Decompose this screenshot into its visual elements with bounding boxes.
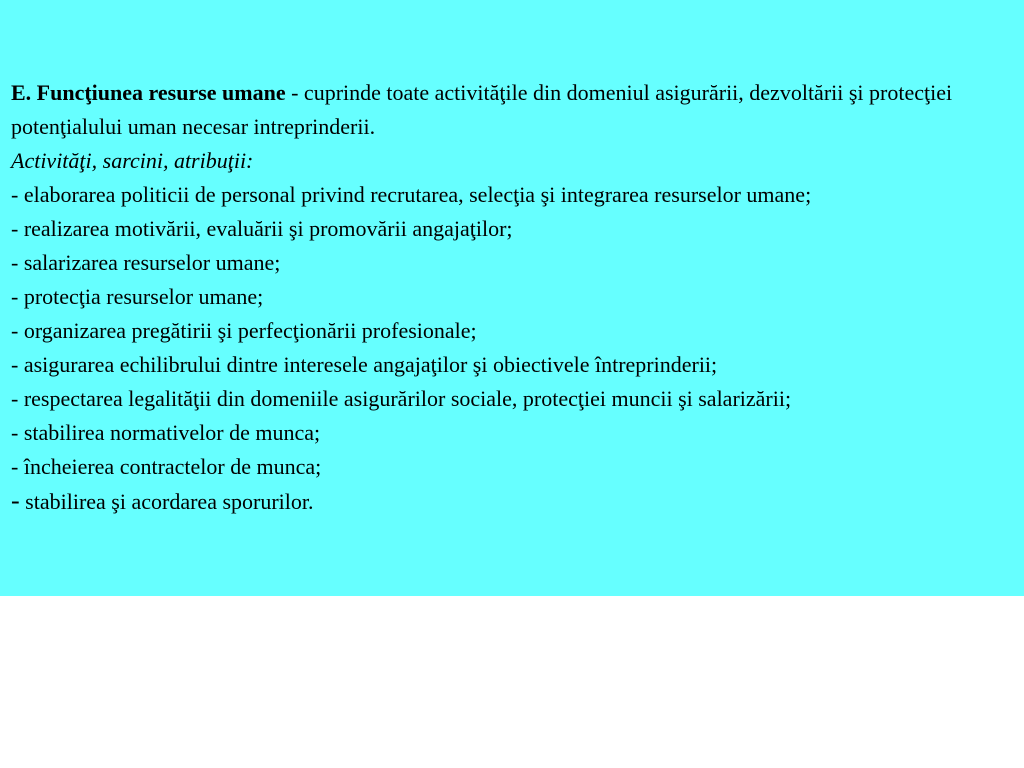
list-item-last xyxy=(11,484,1016,519)
list-item: - organizarea pregătirii şi perfecţionării profesionale; xyxy=(11,318,477,343)
activities-subtitle: Activităţi, sarcini, atribuţii: xyxy=(11,148,254,173)
list-item: - elaborarea politicii de personal privind recrutarea, selecţia şi integrarea resurselor umane; xyxy=(11,182,812,207)
list-item: - încheierea contractelor de munca; xyxy=(11,454,322,479)
intro-paragraph xyxy=(11,76,1016,144)
list-item: - stabilirea normativelor de munca; xyxy=(11,420,321,445)
section-title: E. Funcţiunea resurse umane xyxy=(11,80,286,105)
list-item: - realizarea motivării, evaluării şi promovării angajaţilor; xyxy=(11,216,513,241)
list-item: - asigurarea echilibrului dintre interesele angajaţilor şi obiectivele întreprinderii; xyxy=(11,352,718,377)
section-description: - cuprinde toate activităţile din domeniul asigurării, dezvoltării şi protecţiei potenţialului uman necesar intreprinderii. xyxy=(11,80,953,139)
list-item: - respectarea legalităţii din domeniile asigurărilor sociale, protecţiei muncii şi salarizării; xyxy=(11,386,792,411)
list-item: - salarizarea resurselor umane; xyxy=(11,250,281,275)
slide-content xyxy=(11,76,1016,519)
list-dash: - xyxy=(11,486,20,515)
list-item-text: stabilirea şi acordarea sporurilor. xyxy=(19,489,314,514)
list-item: - protecţia resurselor umane; xyxy=(11,284,264,309)
